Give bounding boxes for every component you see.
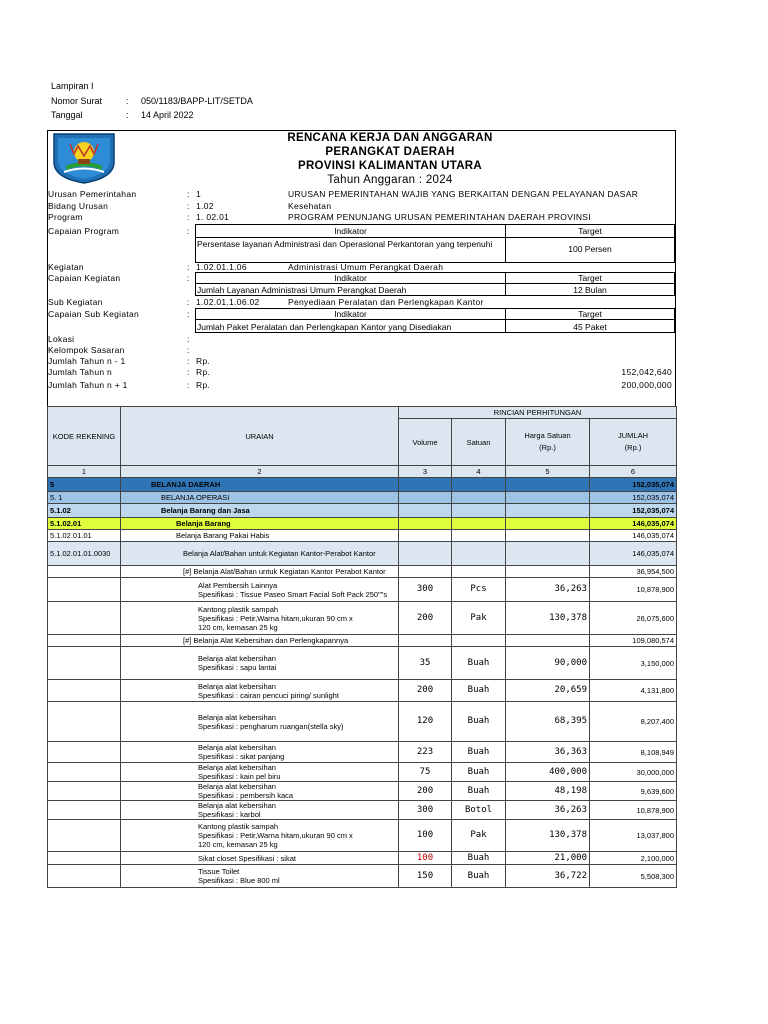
satuan-cell bbox=[452, 530, 506, 542]
uraian-cell bbox=[121, 801, 399, 820]
colon: : bbox=[187, 226, 190, 236]
uraian-cell: [#] Belanja Alat Kebersihan dan Perlengkapannya bbox=[121, 635, 399, 647]
jumlah-cell: 152,035,074 bbox=[590, 478, 677, 492]
volume-cell bbox=[399, 518, 452, 530]
table-row bbox=[48, 865, 677, 888]
kelompok-sasaran-label: Kelompok Sasaran bbox=[48, 345, 125, 355]
capaian-sub-indikator: Jumlah Paket Peralatan dan Perlengkapan Kantor yang Disediakan bbox=[197, 322, 452, 332]
harga-cell: 48,198 bbox=[506, 782, 590, 801]
uraian-line: Spesifikasi : Petir,Warna hitam,ukuran 90 cm x bbox=[198, 831, 353, 840]
bidang-code: 1.02 bbox=[196, 201, 214, 211]
uraian-line: 120 cm, kemasan 25 kg bbox=[198, 622, 278, 632]
jumlah-cell: 2,100,000 bbox=[590, 852, 677, 865]
uraian-line: 120 cm, kemasan 25 kg bbox=[198, 840, 278, 849]
table-row bbox=[48, 742, 677, 763]
rincian-header: RINCIAN PERHITUNGAN bbox=[399, 407, 677, 419]
satuan-cell bbox=[452, 542, 506, 566]
capaian-sub-kegiatan-label: Capaian Sub Kegiatan bbox=[48, 309, 140, 319]
harga-cell: 36,263 bbox=[506, 578, 590, 602]
table-row bbox=[48, 566, 677, 578]
satuan-cell: Buah bbox=[452, 702, 506, 742]
jumlah-cell: 5,508,300 bbox=[590, 865, 677, 888]
kode-cell: 5 bbox=[48, 478, 121, 492]
volume-cell bbox=[399, 492, 452, 504]
urusan-name: URUSAN PEMERINTAHAN WAJIB YANG BERKAITAN DENGAN PELAYANAN DASAR bbox=[288, 189, 639, 199]
volume-cell: 100 bbox=[399, 852, 452, 865]
kode-cell bbox=[48, 647, 121, 680]
harga-cell bbox=[506, 566, 590, 578]
volume-cell: 150 bbox=[399, 865, 452, 888]
volume-cell bbox=[399, 542, 452, 566]
volume-cell bbox=[399, 566, 452, 578]
table-row bbox=[48, 702, 677, 742]
sub-kegiatan-name: Penyediaan Peralatan dan Perlengkapan Kantor bbox=[288, 297, 484, 307]
harga-cell bbox=[506, 542, 590, 566]
harga-cell bbox=[506, 492, 590, 504]
harga-cell: 21,000 bbox=[506, 852, 590, 865]
capaian-program-indikator: Persentase layanan Administrasi dan Operasional Perkantoran yang terpenuhi bbox=[197, 239, 493, 249]
harga-cell: 90,000 bbox=[506, 647, 590, 680]
kode-cell bbox=[48, 782, 121, 801]
uraian-cell bbox=[121, 602, 399, 635]
kode-cell bbox=[48, 742, 121, 763]
volume-cell: 200 bbox=[399, 602, 452, 635]
jumlah-cell: 26,075,600 bbox=[590, 602, 677, 635]
uraian-cell: Belanja Barang bbox=[121, 518, 399, 530]
table-row bbox=[48, 518, 677, 530]
satuan-cell bbox=[452, 518, 506, 530]
satuan-cell: Buah bbox=[452, 680, 506, 702]
uraian-line: Belanja alat kebersihan bbox=[198, 763, 276, 772]
kode-cell: 5.1.02.01.01.0030 bbox=[48, 542, 121, 566]
satuan-cell bbox=[452, 566, 506, 578]
harga-cell: 36,363 bbox=[506, 742, 590, 763]
col-num-3: 3 bbox=[399, 466, 452, 478]
uraian-cell bbox=[121, 852, 399, 865]
table-row bbox=[48, 492, 677, 504]
target-label: Target bbox=[578, 226, 602, 236]
kegiatan-code: 1.02.01.1.06 bbox=[196, 262, 247, 272]
harga-cell: 130,378 bbox=[506, 602, 590, 635]
col-num-6: 6 bbox=[590, 466, 677, 478]
satuan-cell: Buah bbox=[452, 865, 506, 888]
jumlah-cell: 8,108,949 bbox=[590, 742, 677, 763]
uraian-cell bbox=[121, 647, 399, 680]
jumlah-cell: 10,878,900 bbox=[590, 801, 677, 820]
uraian-line: Belanja alat kebersihan bbox=[198, 801, 276, 810]
uraian-line: Spesifikasi : karbol bbox=[198, 810, 261, 819]
colon: : bbox=[187, 309, 190, 319]
volume-cell: 223 bbox=[399, 742, 452, 763]
jumlah-cell: 152,035,074 bbox=[590, 504, 677, 518]
kegiatan-name: Administrasi Umum Perangkat Daerah bbox=[288, 262, 444, 272]
satuan-cell: Buah bbox=[452, 763, 506, 782]
satuan-cell: Pcs bbox=[452, 578, 506, 602]
urusan-code: 1 bbox=[196, 189, 202, 199]
kode-cell bbox=[48, 578, 121, 602]
tanggal-label: Tanggal bbox=[51, 110, 83, 120]
nomor-surat-value: 050/1183/BAPP-LIT/SETDA bbox=[141, 96, 253, 106]
sub-kegiatan-code: 1.02.01.1.06.02 bbox=[196, 297, 260, 307]
kode-cell bbox=[48, 763, 121, 782]
table-row bbox=[48, 578, 677, 602]
table-row bbox=[48, 478, 677, 492]
volume-cell: 200 bbox=[399, 680, 452, 702]
satuan-cell: Buah bbox=[452, 647, 506, 680]
kode-cell bbox=[48, 865, 121, 888]
satuan-cell: Pak bbox=[452, 820, 506, 852]
kode-cell bbox=[48, 635, 121, 647]
kode-cell bbox=[48, 702, 121, 742]
kode-cell bbox=[48, 680, 121, 702]
uraian-line: Belanja alat kebersihan bbox=[198, 782, 276, 791]
kode-header: KODE REKENING bbox=[48, 407, 121, 466]
title-line-2: PERANGKAT DAERAH bbox=[325, 146, 455, 158]
table-row bbox=[48, 680, 677, 702]
uraian-line: Kantong plastik sampah bbox=[198, 604, 279, 614]
jumlah-cell: 10,878,900 bbox=[590, 578, 677, 602]
jumlah-header: JUMLAH (Rp.) bbox=[590, 419, 677, 466]
program-name: PROGRAM PENUNJANG URUSAN PEMERINTAHAN DAERAH PROVINSI bbox=[288, 212, 591, 222]
colon: : bbox=[187, 345, 190, 355]
harga-cell: 400,000 bbox=[506, 763, 590, 782]
satuan-header: Satuan bbox=[452, 419, 506, 466]
volume-cell: 300 bbox=[399, 578, 452, 602]
col-num-1: 1 bbox=[48, 466, 121, 478]
uraian-line: Belanja alat kebersihan bbox=[198, 712, 276, 722]
program-code: 1. 02.01 bbox=[196, 212, 230, 222]
satuan-cell bbox=[452, 635, 506, 647]
colon: : bbox=[187, 356, 190, 366]
volume-cell: 300 bbox=[399, 801, 452, 820]
colon: : bbox=[187, 212, 190, 222]
uraian-line: Spesifikasi : sikat panjang bbox=[198, 752, 285, 761]
uraian-cell: BELANJA DAERAH bbox=[121, 478, 399, 492]
harga-cell: 68,395 bbox=[506, 702, 590, 742]
table-row bbox=[48, 635, 677, 647]
volume-cell bbox=[399, 478, 452, 492]
rp-label: Rp. bbox=[196, 367, 211, 377]
uraian-line: Belanja alat kebersihan bbox=[198, 654, 276, 663]
colon: : bbox=[187, 334, 190, 344]
harga-cell bbox=[506, 478, 590, 492]
uraian-line: Spesifikasi : Tissue Paseo Smart Facial Soft Pack 250""s bbox=[198, 589, 388, 599]
harga-cell bbox=[506, 518, 590, 530]
table-row bbox=[48, 647, 677, 680]
harga-cell bbox=[506, 504, 590, 518]
uraian-cell bbox=[121, 865, 399, 888]
kegiatan-label: Kegiatan bbox=[48, 262, 84, 272]
jumlah-cell: 109,080,574 bbox=[590, 635, 677, 647]
uraian-cell: [#] Belanja Alat/Bahan untuk Kegiatan Kantor Perabot Kantor bbox=[121, 566, 399, 578]
jumlah-cell: 30,000,000 bbox=[590, 763, 677, 782]
uraian-line: Spesifikasi : pengharum ruangan(stella sky) bbox=[198, 721, 344, 731]
sub-kegiatan-label: Sub Kegiatan bbox=[48, 297, 103, 307]
harga-cell: 130,378 bbox=[506, 820, 590, 852]
satuan-cell: Pak bbox=[452, 602, 506, 635]
capaian-kegiatan-indikator: Jumlah Layanan Administrasi Umum Perangkat Daerah bbox=[197, 285, 407, 295]
uraian-line: Belanja alat kebersihan bbox=[198, 743, 276, 752]
jumlah-cell: 152,035,074 bbox=[590, 492, 677, 504]
indikator-label: Indikator bbox=[334, 309, 367, 319]
colon: : bbox=[187, 273, 190, 283]
jumlah-n-label: Jumlah Tahun n bbox=[48, 367, 113, 377]
target-label: Target bbox=[578, 273, 602, 283]
capaian-program-label: Capaian Program bbox=[48, 226, 120, 236]
program-label: Program bbox=[48, 212, 83, 222]
uraian-cell: Belanja Barang dan Jasa bbox=[121, 504, 399, 518]
indikator-label: Indikator bbox=[334, 273, 367, 283]
capaian-program-target: 100 Persen bbox=[568, 244, 612, 254]
uraian-line: Kantong plastik sampah bbox=[198, 822, 279, 831]
colon: : bbox=[187, 367, 190, 377]
tanggal-value: 14 April 2022 bbox=[141, 110, 194, 120]
jumlah-cell: 13,037,800 bbox=[590, 820, 677, 852]
uraian-line: Spesifikasi : Blue 800 ml bbox=[198, 876, 280, 885]
uraian-cell bbox=[121, 782, 399, 801]
colon: : bbox=[187, 201, 190, 211]
title-line-4: Tahun Anggaran : 2024 bbox=[327, 174, 453, 186]
capaian-kegiatan-label: Capaian Kegiatan bbox=[48, 273, 121, 283]
harga-cell: 36,722 bbox=[506, 865, 590, 888]
satuan-cell bbox=[452, 492, 506, 504]
volume-cell bbox=[399, 530, 452, 542]
indikator-label: Indikator bbox=[334, 226, 367, 236]
kode-cell bbox=[48, 801, 121, 820]
col-num-2: 2 bbox=[121, 466, 399, 478]
uraian-cell bbox=[121, 702, 399, 742]
uraian-line: Spesifikasi : kain pel biru bbox=[198, 772, 281, 781]
uraian-cell: BELANJA OPERASI bbox=[121, 492, 399, 504]
bidang-name: Kesehatan bbox=[288, 201, 332, 211]
satuan-cell: Botol bbox=[452, 801, 506, 820]
provincial-emblem-icon bbox=[48, 132, 120, 184]
kode-cell: 5.1.02.01.01 bbox=[48, 530, 121, 542]
rp-label: Rp. bbox=[196, 380, 211, 390]
lokasi-label: Lokasi bbox=[48, 334, 75, 344]
colon: : bbox=[126, 96, 129, 106]
volume-cell: 75 bbox=[399, 763, 452, 782]
table-row bbox=[48, 542, 677, 566]
jumlah-n1-label: Jumlah Tahun n - 1 bbox=[48, 356, 126, 366]
kode-cell: 5.1.02.01 bbox=[48, 518, 121, 530]
volume-cell: 200 bbox=[399, 782, 452, 801]
uraian-cell bbox=[121, 820, 399, 852]
harga-cell: 20,659 bbox=[506, 680, 590, 702]
table-row bbox=[48, 801, 677, 820]
uraian-line: Spesifikasi : sapu lantai bbox=[198, 663, 277, 672]
harga-cell: 36,263 bbox=[506, 801, 590, 820]
uraian-cell bbox=[121, 742, 399, 763]
harga-cell bbox=[506, 635, 590, 647]
uraian-header: URAIAN bbox=[121, 407, 399, 466]
uraian-line: Sikat closet Spesifikasi : sikat bbox=[198, 853, 296, 863]
jumlah-cell: 146,035,074 bbox=[590, 518, 677, 530]
colon: : bbox=[187, 189, 190, 199]
kode-cell bbox=[48, 602, 121, 635]
jumlah-cell: 3,150,000 bbox=[590, 647, 677, 680]
volume-cell: 35 bbox=[399, 647, 452, 680]
volume-header: Volume bbox=[399, 419, 452, 466]
harga-header: Harga Satuan (Rp.) bbox=[506, 419, 590, 466]
volume-cell: 100 bbox=[399, 820, 452, 852]
kode-cell bbox=[48, 852, 121, 865]
kode-cell: 5.1.02 bbox=[48, 504, 121, 518]
satuan-cell: Buah bbox=[452, 782, 506, 801]
uraian-line: Alat Pembersih Lainnya bbox=[198, 580, 278, 590]
jumlah-cell: 36,954,500 bbox=[590, 566, 677, 578]
jumlah-cell: 8,207,400 bbox=[590, 702, 677, 742]
nomor-surat-label: Nomor Surat bbox=[51, 96, 103, 106]
uraian-cell bbox=[121, 763, 399, 782]
uraian-line: Spesifikasi : cairan pencuci piring/ sunlight bbox=[198, 690, 339, 700]
colon: : bbox=[187, 262, 190, 272]
table-row bbox=[48, 820, 677, 852]
uraian-line: Spesifikasi : Petir,Warna hitam,ukuran 90 cm x bbox=[198, 613, 353, 623]
jumlah-n-plus-label: Jumlah Tahun n + 1 bbox=[48, 380, 128, 390]
col-num-4: 4 bbox=[452, 466, 506, 478]
volume-cell bbox=[399, 504, 452, 518]
table-row bbox=[48, 763, 677, 782]
col-num-5: 5 bbox=[506, 466, 590, 478]
jumlah-cell: 4,131,800 bbox=[590, 680, 677, 702]
kode-cell bbox=[48, 820, 121, 852]
uraian-line: Tissue Toilet bbox=[198, 867, 240, 876]
table-row bbox=[48, 602, 677, 635]
colon: : bbox=[187, 380, 190, 390]
kode-cell bbox=[48, 566, 121, 578]
table-row bbox=[48, 530, 677, 542]
jumlah-cell: 146,035,074 bbox=[590, 542, 677, 566]
satuan-cell bbox=[452, 504, 506, 518]
bidang-label: Bidang Urusan bbox=[48, 201, 109, 211]
uraian-line: Belanja alat kebersihan bbox=[198, 681, 276, 691]
satuan-cell: Buah bbox=[452, 852, 506, 865]
satuan-cell bbox=[452, 478, 506, 492]
jumlah-n-plus-value: 200,000,000 bbox=[621, 380, 672, 390]
table-row bbox=[48, 852, 677, 865]
target-label: Target bbox=[578, 309, 602, 319]
volume-cell bbox=[399, 635, 452, 647]
rp-label: Rp. bbox=[196, 356, 211, 366]
lampiran-label: Lampiran I bbox=[51, 81, 94, 91]
table-row bbox=[48, 782, 677, 801]
uraian-line: Spesifikasi : pembersih kaca bbox=[198, 791, 294, 800]
colon: : bbox=[187, 297, 190, 307]
capaian-sub-target: 45 Paket bbox=[573, 322, 607, 332]
jumlah-cell: 9,639,600 bbox=[590, 782, 677, 801]
capaian-kegiatan-target: 12 Bulan bbox=[573, 285, 607, 295]
uraian-cell bbox=[121, 578, 399, 602]
urusan-label: Urusan Pemerintahan bbox=[48, 189, 137, 199]
volume-cell: 120 bbox=[399, 702, 452, 742]
uraian-cell: Belanja Barang Pakai Habis bbox=[121, 530, 399, 542]
uraian-cell: Belanja Alat/Bahan untuk Kegiatan Kantor-Perabot Kantor bbox=[121, 542, 399, 566]
rincian-table bbox=[47, 406, 677, 888]
jumlah-n-value: 152,042,640 bbox=[621, 367, 672, 377]
harga-cell bbox=[506, 530, 590, 542]
kode-cell: 5. 1 bbox=[48, 492, 121, 504]
satuan-cell: Buah bbox=[452, 742, 506, 763]
title-line-3: PROVINSI KALIMANTAN UTARA bbox=[297, 160, 483, 172]
table-row bbox=[48, 504, 677, 518]
title-line-1: RENCANA KERJA DAN ANGGARAN bbox=[287, 132, 493, 144]
colon: : bbox=[126, 110, 129, 120]
jumlah-cell: 146,035,074 bbox=[590, 530, 677, 542]
uraian-cell bbox=[121, 680, 399, 702]
